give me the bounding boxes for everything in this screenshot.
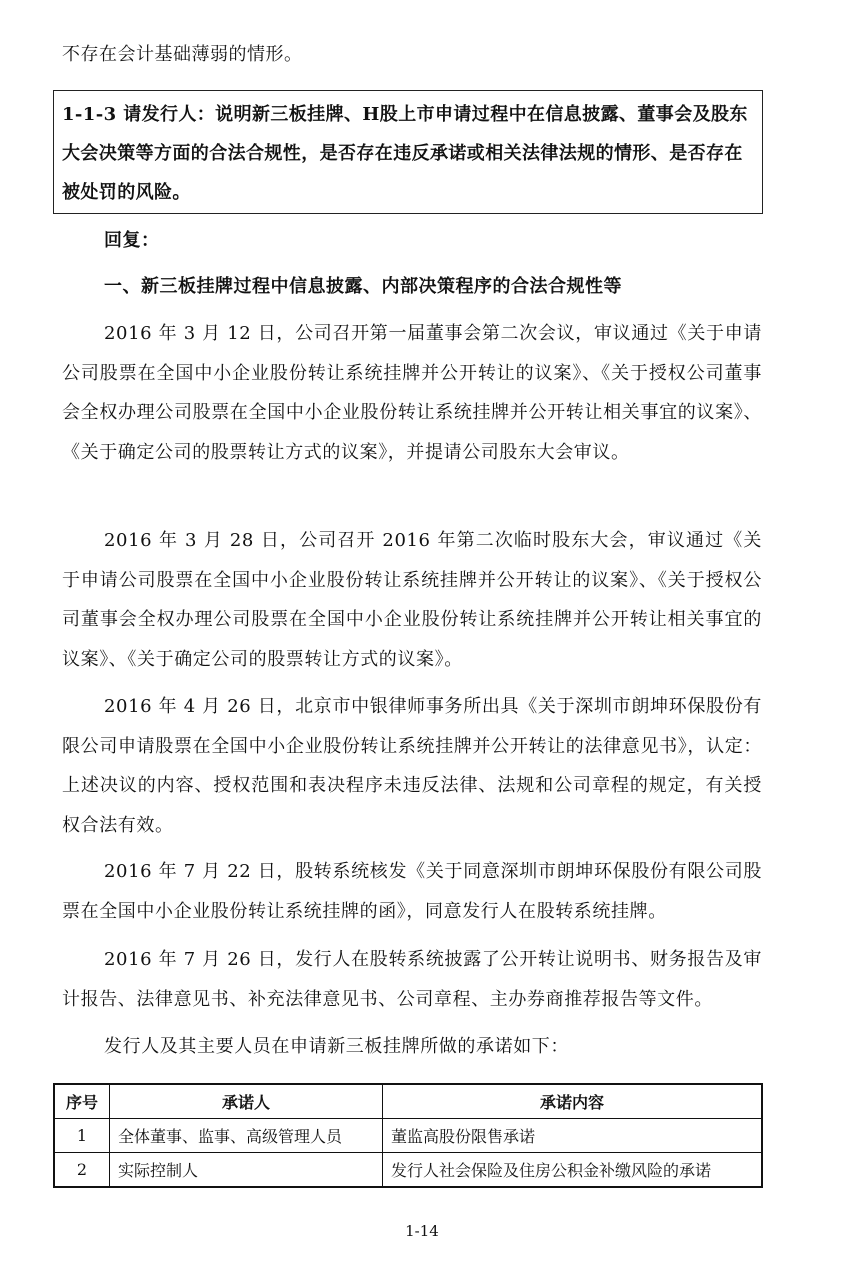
question-number: 1-1-3 xyxy=(62,104,117,125)
cell-number: 1 xyxy=(54,1119,110,1153)
section-heading: 一、新三板挂牌过程中信息披露、内部决策程序的合法合规性等 xyxy=(104,276,622,297)
paragraph-board-meeting: 2016 年 3 月 12 日，公司召开第一届董事会第二次会议，审议通过《关于申请公司股票在全国中小企业股份转让系统挂牌并公开转让的议案》、《关于授权公司董事会全权办理公司股票在全国中小企业股份转让系统挂牌并公开转让相关事宜的议案》、《关于确定公司的股票转让方式的议案》，并提请公司股东大会审议。 xyxy=(62,323,762,463)
header-content: 承诺内容 xyxy=(383,1084,763,1119)
paragraph-approval-letter: 2016 年 7 月 22 日，股转系统核发《关于同意深圳市朗坤环保股份有限公司股票在全国中小企业股份转让系统挂牌的函》，同意发行人在股转系统挂牌。 xyxy=(62,861,762,922)
table-row xyxy=(54,1153,762,1188)
paragraph-commitments-intro: 发行人及其主要人员在申请新三板挂牌所做的承诺如下： xyxy=(104,1036,569,1057)
table-row xyxy=(54,1119,762,1153)
continuation-text: 不存在会计基础薄弱的情形。 xyxy=(62,44,303,65)
paragraph-shareholder-meeting: 2016 年 3 月 28 日，公司召开 2016 年第二次临时股东大会，审议通过《关于申请公司股票在全国中小企业股份转让系统挂牌并公开转让的议案》、《关于授权公司董事会全权办理公司股票在全国中小企业股份转让系统挂牌并公开转让相关事宜的议案》、《关于确定公司的股票转让方式的议案》。 xyxy=(62,530,762,670)
cell-content: 发行人社会保险及住房公积金补缴风险的承诺 xyxy=(383,1153,763,1188)
question-text: 请发行人：说明新三板挂牌、H股上市申请过程中在信息披露、董事会及股东大会决策等方面的合法合规性，是否存在违反承诺或相关法律法规的情形、是否存在被处罚的风险。 xyxy=(62,104,748,203)
header-committer: 承诺人 xyxy=(110,1084,383,1119)
cell-committer: 全体董事、监事、高级管理人员 xyxy=(110,1119,383,1153)
commitments-table xyxy=(53,1083,763,1188)
paragraph-disclosure: 2016 年 7 月 26 日，发行人在股转系统披露了公开转让说明书、财务报告及审计报告、法律意见书、补充法律意见书、公司章程、主办券商推荐报告等文件。 xyxy=(62,949,762,1010)
cell-content: 董监高股份限售承诺 xyxy=(383,1119,763,1153)
reply-label: 回复： xyxy=(104,230,160,251)
page-number: 1-14 xyxy=(405,1222,439,1240)
cell-number: 2 xyxy=(54,1153,110,1188)
table-header-row xyxy=(54,1084,762,1119)
cell-committer: 实际控制人 xyxy=(110,1153,383,1188)
paragraph-legal-opinion: 2016 年 4 月 26 日，北京市中银律师事务所出具《关于深圳市朗坤环保股份有限公司申请股票在全国中小企业股份转让系统挂牌并公开转让的法律意见书》，认定：上述决议的内容、授权范围和表决程序未违反法律、法规和公司章程的规定，有关授权合法有效。 xyxy=(62,696,762,836)
question-box xyxy=(53,90,763,214)
header-number: 序号 xyxy=(54,1084,110,1119)
